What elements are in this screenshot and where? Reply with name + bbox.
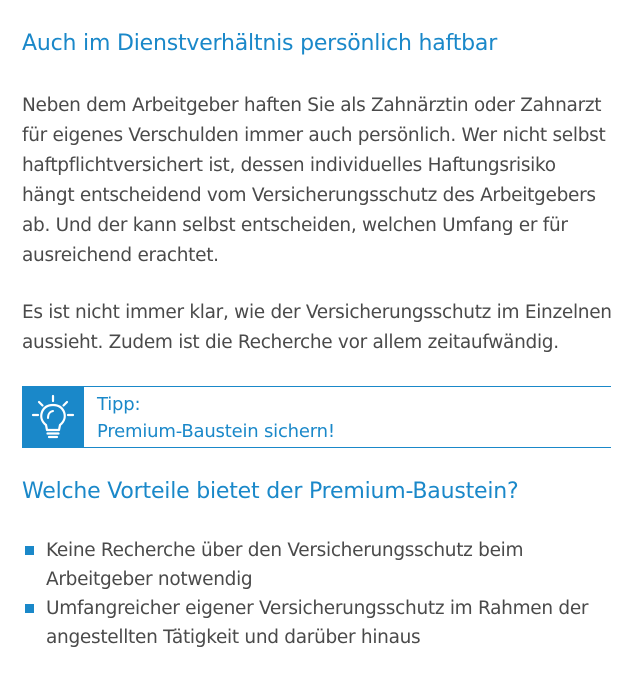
benefit-text: Umfangreicher eigener Versicherungsschutz im Rahmen der angestellten Tätigkeit und darüber hinaus — [46, 598, 589, 648]
tip-icon-box — [22, 387, 84, 447]
section-heading-benefits: Welche Vorteile bietet der Premium-Baustein? — [22, 479, 519, 504]
section-heading-liability: Auch im Dienstverhältnis persönlich haftbar — [22, 31, 498, 56]
list-item — [22, 594, 617, 652]
benefits-list — [22, 536, 617, 652]
tip-text — [97, 391, 335, 445]
tip-label: Tipp: — [97, 394, 141, 415]
bullet-square-icon — [25, 546, 34, 555]
benefit-text: Keine Recherche über den Versicherungsschutz beim Arbeitgeber notwendig — [46, 540, 524, 590]
tip-box — [22, 386, 611, 448]
bullet-square-icon — [25, 604, 34, 613]
lightbulb-icon — [30, 394, 76, 442]
paragraph-research: Es ist nicht immer klar, wie der Versicherungsschutz im Einzelnen aussieht. Zudem ist die Recherche vor allem zeitaufwändig. — [22, 302, 612, 353]
tip-message: Premium-Baustein sichern! — [97, 421, 335, 442]
paragraph-liability: Neben dem Arbeitgeber haften Sie als Zahnärztin oder Zahnarzt für eigenes Verschulden immer auch persönlich. Wer nicht selbst haftpflichtversichert ist, dessen individuelles Haftungsrisiko hängt entscheidend vom Versicherungsschutz des Arbeitgebers ab. Und der kann selbst entscheiden, welchen Umfang er für ausreichend erachtet. — [22, 95, 606, 266]
list-item — [22, 536, 617, 594]
